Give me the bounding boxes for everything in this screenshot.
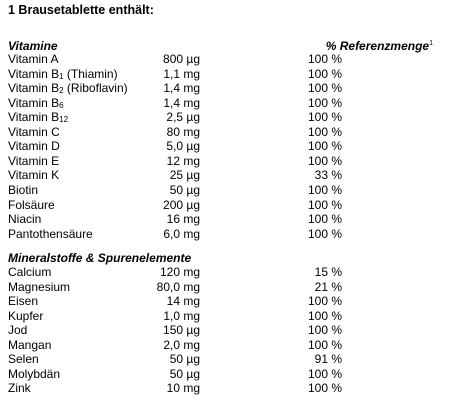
- nutrient-amount: 80 mg: [166, 124, 200, 139]
- reference-percent: 15 %: [314, 265, 342, 279]
- nutrient-amount: 120 mg: [159, 265, 200, 279]
- nutrient-amount: 1,0 mg: [163, 308, 200, 323]
- nutrient-amount: 16 mg: [166, 212, 200, 227]
- table-row: [0, 381, 458, 396]
- nutrient-name: Biotin: [8, 182, 39, 197]
- reference-percent: 91 %: [314, 352, 342, 366]
- nutrient-amount: 50 µg: [169, 182, 200, 197]
- table-row: [0, 294, 458, 309]
- reference-percent: 100 %: [307, 182, 342, 197]
- nutrient-name: Vitamin $B_1$ (Thiamin): [8, 66, 118, 81]
- table-row: [0, 183, 458, 198]
- page-title: 1 Brausetablette enthält:: [8, 3, 154, 17]
- nutrient-amount: 800 µg: [163, 52, 200, 66]
- reference-percent: 100 %: [307, 212, 342, 227]
- nutrient-name: Niacin: [8, 212, 42, 227]
- table-row: [0, 96, 458, 111]
- table-row: [0, 280, 458, 295]
- reference-amount-column-header: [326, 39, 433, 53]
- nutrient-amount: 1,1 mg: [163, 66, 200, 81]
- nutrient-amount: 50 µg: [169, 366, 200, 381]
- table-row: [0, 338, 458, 353]
- reference-percent: 100 %: [307, 52, 342, 66]
- nutrient-name: Vitamin $B_6$: [8, 95, 64, 110]
- reference-percent: 33 %: [314, 168, 342, 183]
- reference-percent: 100 %: [307, 110, 342, 125]
- table-row: [0, 323, 458, 338]
- reference-percent: 100 %: [307, 294, 342, 308]
- reference-percent: 100 %: [307, 308, 342, 323]
- nutrient-name: Eisen: [8, 294, 39, 308]
- table-row: [0, 52, 458, 67]
- nutrient-name: Vitamin $B_2$ (Riboflavin): [8, 81, 128, 96]
- nutrient-amount: 50 µg: [169, 352, 200, 366]
- nutrient-amount: 6,0 mg: [163, 226, 200, 241]
- nutrient-name: Selen: [8, 352, 39, 366]
- table-row: [0, 81, 458, 96]
- nutrient-amount: 10 mg: [166, 381, 200, 395]
- reference-percent: 100 %: [307, 366, 342, 381]
- nutrient-name: Zink: [8, 381, 31, 395]
- nutrient-name: Vitamin C: [8, 124, 60, 139]
- nutrient-name: Molybdän: [8, 366, 61, 381]
- nutrient-name: Mangan: [8, 337, 52, 352]
- footnote-marker: 1: [429, 40, 433, 47]
- nutrient-name: Kupfer: [8, 308, 44, 323]
- nutrient-name: Vitamin D: [8, 139, 60, 154]
- nutrient-name: Vitamin E: [8, 153, 60, 168]
- nutrient-name: Jod: [8, 323, 28, 337]
- nutrient-name: Magnesium: [8, 279, 71, 294]
- nutrient-amount: 150 µg: [163, 323, 200, 337]
- table-row: [0, 352, 458, 367]
- minerals-section-title: Mineralstoffe & Spurenelemente: [8, 251, 192, 265]
- table-row: [0, 110, 458, 125]
- reference-percent: 100 %: [307, 381, 342, 395]
- nutrient-amount: 200 µg: [163, 197, 200, 212]
- table-row: [0, 154, 458, 169]
- reference-percent: 100 %: [307, 66, 342, 81]
- reference-percent: 100 %: [307, 81, 342, 96]
- nutrient-name: Folsäure: [8, 197, 55, 212]
- table-row: [0, 227, 458, 242]
- nutrient-name: Calcium: [8, 265, 52, 279]
- nutrient-amount: 14 mg: [166, 294, 200, 308]
- nutrient-name: Vitamin A: [8, 52, 59, 66]
- reference-percent: 100 %: [307, 139, 342, 154]
- table-row: [0, 212, 458, 227]
- nutrient-amount: 2,5 µg: [166, 110, 200, 125]
- nutrient-name: Vitamin $B_{12}$: [8, 110, 69, 125]
- reference-percent: 100 %: [307, 95, 342, 110]
- table-row: [0, 198, 458, 213]
- table-row: [0, 168, 458, 183]
- reference-percent: 100 %: [307, 153, 342, 168]
- nutrient-amount: 1,4 mg: [163, 81, 200, 96]
- nutrient-amount: 25 µg: [169, 168, 200, 183]
- vitamins-section-title: Vitamine: [8, 39, 58, 53]
- nutrient-amount: 80,0 mg: [156, 279, 200, 294]
- table-row: [0, 309, 458, 324]
- reference-percent: 100 %: [307, 124, 342, 139]
- table-row: [0, 139, 458, 154]
- nutrient-amount: 1,4 mg: [163, 95, 200, 110]
- nutrient-amount: 5,0 µg: [166, 139, 200, 154]
- table-row: [0, 67, 458, 82]
- reference-percent: 100 %: [307, 337, 342, 352]
- table-row: [0, 367, 458, 382]
- reference-percent: 100 %: [307, 323, 342, 337]
- nutrient-amount: 2,0 mg: [163, 337, 200, 352]
- table-row: [0, 265, 458, 280]
- reference-amount-label: % Referenzmenge: [325, 39, 430, 53]
- reference-percent: 100 %: [307, 197, 342, 212]
- reference-percent: 100 %: [307, 226, 342, 241]
- table-row: [0, 125, 458, 140]
- nutrient-name: Pantothensäure: [8, 226, 93, 241]
- nutrient-amount: 12 mg: [166, 153, 200, 168]
- reference-percent: 21 %: [314, 279, 342, 294]
- nutrient-name: Vitamin K: [8, 168, 60, 183]
